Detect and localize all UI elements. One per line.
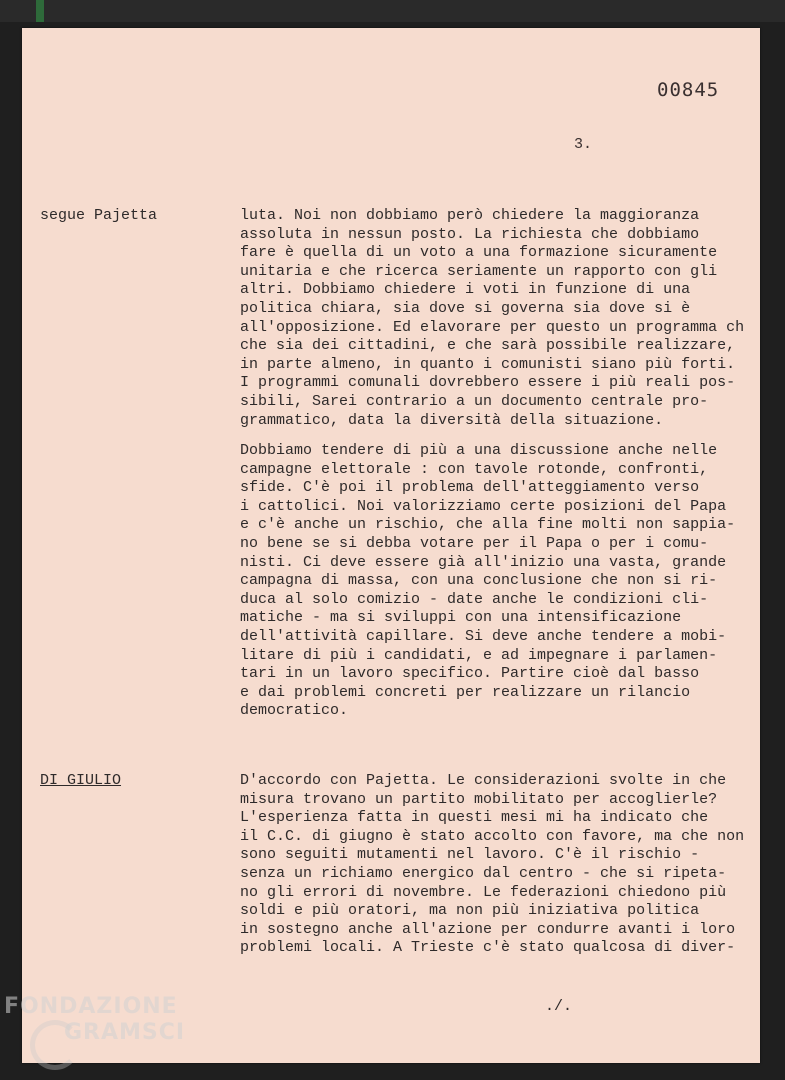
document-number: 00845 [657,79,720,101]
speaker-label-di-giulio: DI GIULIO [40,772,122,789]
paragraph-pajetta-2: Dobbiamo tendere di più a una discussione anche nelle campagne elettorale : con tavole rotonde, confronti, sfide. C'è poi il problema dell'atteggiamento verso i cattolici. Noi valorizziamo certe posizioni del Papa e c'è anche un rischio, che alla fine molti non sappia- no bene se si debba votare per il Papa o per i comu- nisti. Ci deve essere già all'inizio una vasta, grande campagna di massa, con una conclusione che non si ri- duca al solo comizio - date anche le condizioni cli- matiche - ma si sviluppi con una intensificazione dell'attività capillare. Si deve anche tendere a mobi- litare di più i candidati, e ad impegnare i parlamen- tari in un lavoro specifico. Partire cioè dal basso e dai problemi concreti per realizzare un rilancio democratico. [240,442,736,720]
scan-background-strip [0,0,785,22]
watermark-line-1: FONDAZIONE [4,994,178,1019]
speaker-label-pajetta: segue Pajetta [40,207,158,224]
watermark [4,994,185,1046]
paragraph-di-giulio-1: D'accordo con Pajetta. Le considerazioni svolte in che misura trovano un partito mobilitato per accoglierle? L'esperienza fatta in questi mesi mi ha indicato che il C.C. di giugno è stato accolto con favore, ma che non sono seguiti mutamenti nel lavoro. C'è il rischio - senza un richiamo energico dal centro - che si ripeta- no gli errori di novembre. Le federazioni chiedono più soldi e più oratori, ma non più iniziativa politica in sostegno anche all'azione per condurre avanti i loro problemi locali. A Trieste c'è stato qualcosa di diver- [240,772,745,957]
continuation-mark: ./. [545,998,573,1015]
binder-mark [36,0,44,22]
watermark-line-2: GRAMSCI [64,1020,186,1045]
page-number: 3. [574,136,593,153]
paragraph-pajetta-1: luta. Noi non dobbiamo però chiedere la maggioranza assoluta in nessun posto. La richiesta che dobbiamo fare è quella di un voto a una formazione sicuramente unitaria e che ricerca seriamente un rapporto con gli altri. Dobbiamo chiedere i voti in funzione di una politica chiara, sia dove si governa sia dove si è all'opposizione. Ed elavorare per questo un programma ch che sia dei cittadini, e che sarà possibile realizzare, in parte almeno, in quanto i comunisti siano più forti. I programmi comunali dovrebbero essere i più reali pos- sibili, Sarei contrario a un documento centrale pro- grammatico, data la diversità della situazione. [240,207,745,429]
